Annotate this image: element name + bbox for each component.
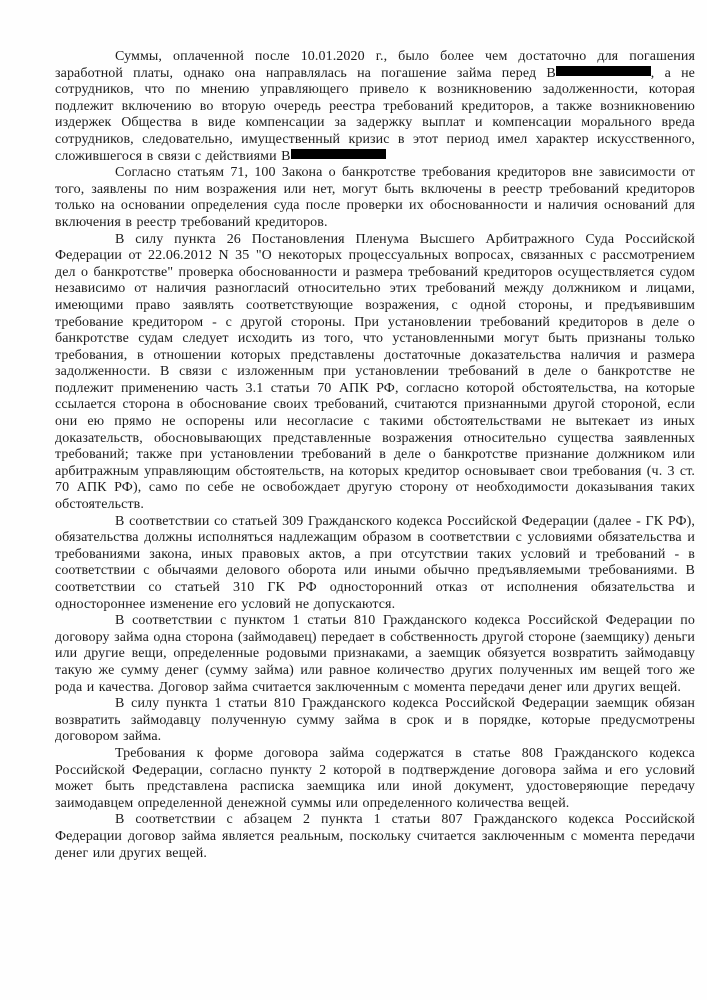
redaction-bar (556, 66, 651, 76)
paragraph (55, 49, 695, 165)
paragraph (55, 613, 695, 696)
redaction-bar (291, 149, 386, 159)
paragraph (55, 165, 695, 231)
paragraph-text: В силу пункта 26 Постановления Пленума Высшего Арбитражного Суда Российской Федерации от 22.06.2012 N 35 "О некоторых процессуальных вопросах, связанных с рассмотрением дел о банкротстве" проверка обоснованности и размера требований кредиторов осуществляется судом независимо от наличия разногласий относительно этих требований между должником и лицами, имеющими право заявлять соответствующие возражения, с одной стороны, и предъявившим требование кредитором - с другой стороны. При установлении требований кредиторов в деле о банкротстве судам следует исходить из того, что установленными могут быть признаны только требования, в отношении которых представлены достаточные доказательства наличия и размера задолженности. В связи с изложенным при установлении требований в деле о банкротстве не подлежит применению часть 3.1 статьи 70 АПК РФ, согласно которой обстоятельства, на которые ссылается сторона в обоснование своих требований, считаются признанными другой стороной, если они ею прямо не оспорены или несогласие с такими обстоятельствами не вытекает из иных доказательств, обосновывающих представленные возражения относительно существа заявленных требований; также при установлении требований в деле о банкротстве признание должником или арбитражным управляющим обстоятельств, на которых кредитор основывает свои требования (ч. 3 ст. 70 АПК РФ), само по себе не освобождает другую сторону от необходимости доказывания таких обстоятельств. (55, 231, 695, 513)
document-text-block (55, 49, 695, 862)
paragraph-text: Требования к форме договора займа содержатся в статье 808 Гражданского кодекса Российской Федерации, согласно пункту 2 которой в подтверждение договора займа и его условий может быть представлена расписка заемщика или иной документ, удостоверяющие передачу заимодавцем определенной денежной суммы или определенного количества вещей. (55, 745, 695, 811)
paragraph-text: , а не сотрудников, что по мнению управляющего привело к возникновению задолженности, которая подлежит включению во вторую очередь реестра требований кредиторов, а также возникновению издержек Общества в виде компенсации за задержку выплат и компенсации морального вреда сотрудников, следовательно, имущественный кризис в этот период имел характер искусственного, сложившегося в связи с действиями В (55, 65, 695, 164)
paragraph-text: В соответствии со статьей 309 Гражданского кодекса Российской Федерации (далее - ГК РФ), обязательства должны исполняться надлежащим образом в соответствии с условиями обязательства и требованиями закона, иных правовых актов, а при отсутствии таких условий и требований - в соответствии с обычаями делового оборота или иными обычно предъявляемыми требованиями. В соответствии со статьей 310 ГК РФ односторонний отказ от исполнения обязательства и одностороннее изменение его условий не допускаются. (55, 513, 695, 612)
paragraph (55, 812, 695, 862)
paragraph (55, 232, 695, 514)
paragraph-text: В соответствии с пунктом 1 статьи 810 Гражданского кодекса Российской Федерации по договору займа одна сторона (займодавец) передает в собственность другой стороне (заемщику) деньги или другие вещи, определенные родовыми признаками, а заемщик обязуется возвратить займодавцу такую же сумму денег (сумму займа) или равное количество других полученных им вещей того же рода и качества. Договор займа считается заключенным с момента передачи денег или других вещей. (55, 613, 695, 695)
paragraph-text: В силу пункта 1 статьи 810 Гражданского кодекса Российской Федерации заемщик обязан возвратить займодавцу полученную сумму займа в срок и в порядке, которые предусмотрены договором займа. (55, 696, 695, 745)
paragraph-text: В соответствии с абзацем 2 пункта 1 статьи 807 Гражданского кодекса Российской Федерации договор займа является реальным, поскольку считается заключенным с момента передачи денег или других вещей. (55, 812, 695, 861)
paragraph-text: Суммы, оплаченной после 10.01.2020 г., было более чем достаточно для погашения заработной платы, однако она направлялась на погашение займа перед В (55, 49, 695, 81)
paragraph (55, 746, 695, 812)
paragraph-text: Согласно статьям 71, 100 Закона о банкротстве требования кредиторов вне зависимости от того, заявлены по ним возражения или нет, могут быть включены в реестр требований кредиторов только на основании определения суда после проверки их обоснованности и наличия оснований для включения в реестр требований кредиторов. (55, 165, 695, 230)
paragraph (55, 696, 695, 746)
paragraph (55, 514, 695, 614)
